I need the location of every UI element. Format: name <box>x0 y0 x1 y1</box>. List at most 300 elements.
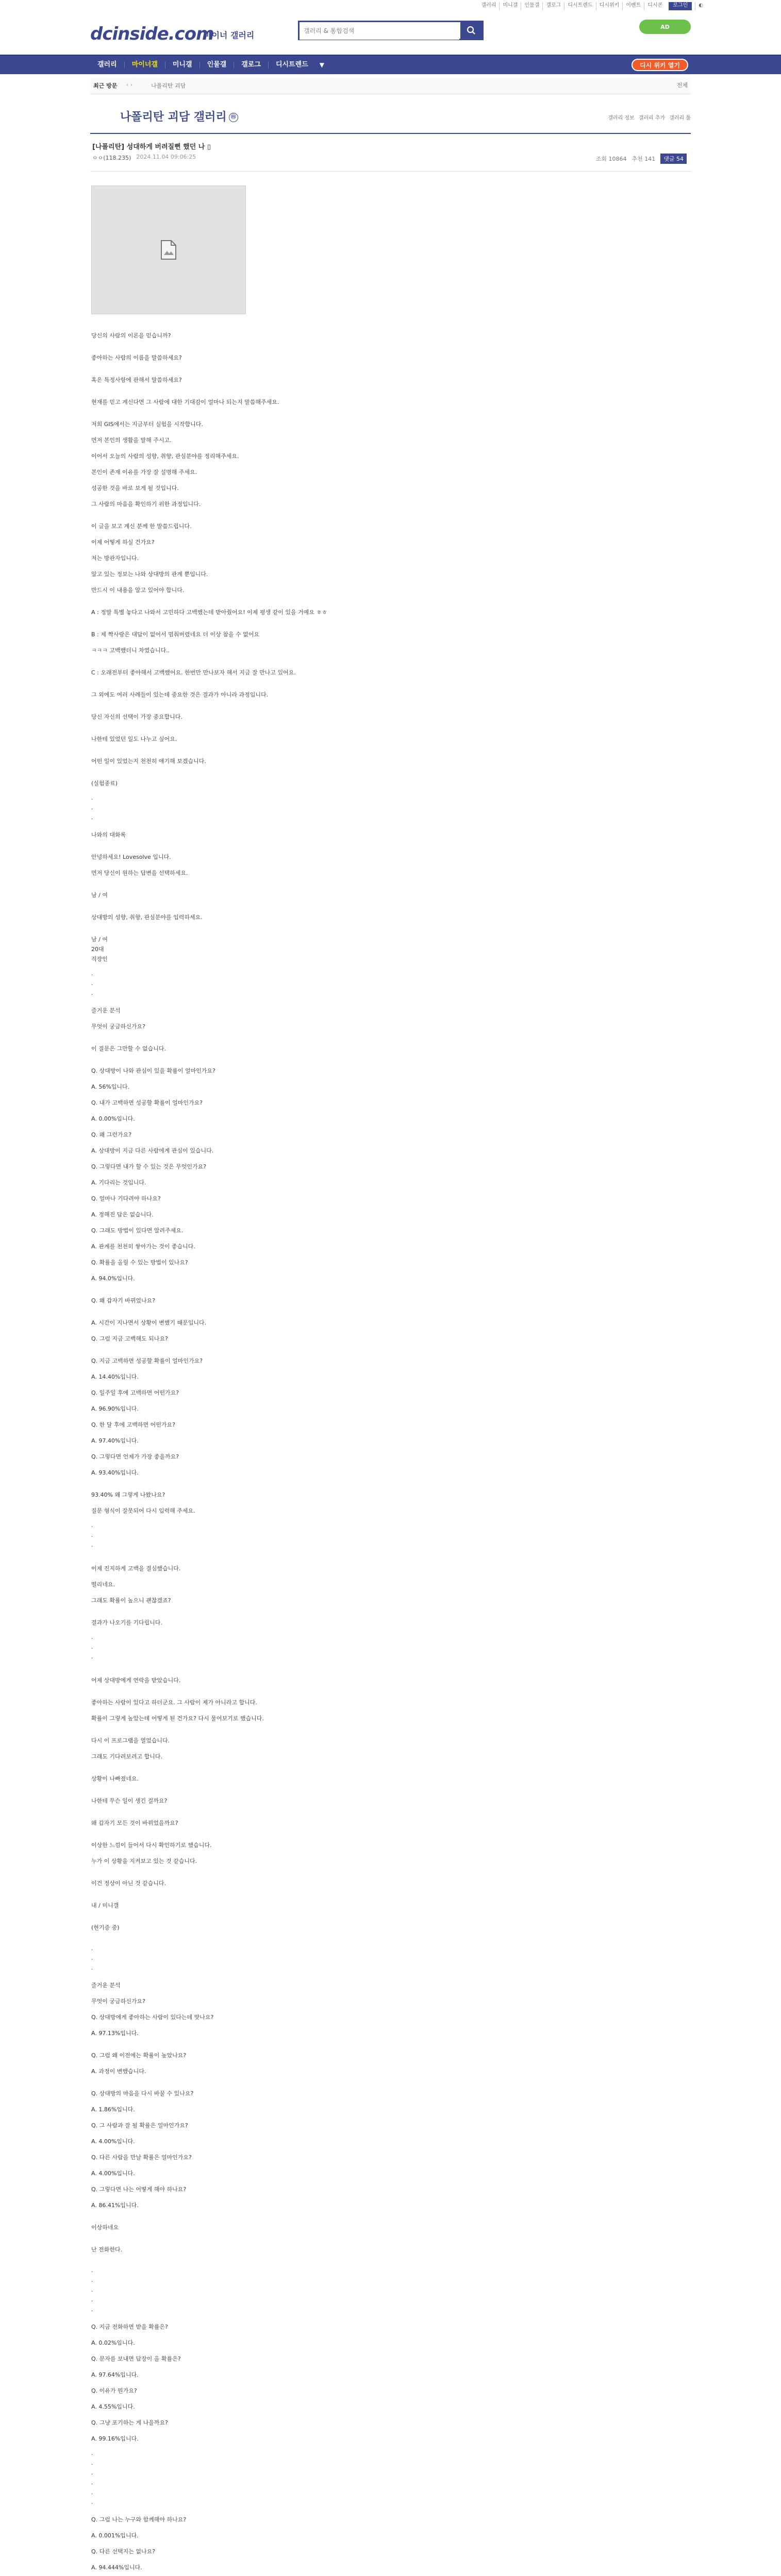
post-text-line: · <box>91 1966 93 1973</box>
post-text-line: 그래도 확률이 높으니 괜찮겠죠? <box>91 1597 171 1604</box>
post-text-line: A. 0.02%입니다. <box>91 2340 135 2346</box>
paragraph-spacer <box>91 862 658 868</box>
post-text-line: · <box>91 991 93 998</box>
post-text-line: Q. 한 달 후에 고백하면 어떤가요? <box>91 1421 175 1428</box>
post-text-line: 나와의 대화록 <box>91 832 126 838</box>
post-text-line: 당신의 사람의 이론을 믿습니까? <box>91 332 171 339</box>
post-text-line: 내 / 미니갤 <box>91 1902 119 1909</box>
paragraph-spacer <box>91 1188 658 1194</box>
post-text-line: A. 4.00%입니다. <box>91 2138 135 2145</box>
paragraph-spacer <box>91 1761 658 1774</box>
paragraph-spacer <box>91 2076 658 2089</box>
post-text-line: Q. 그 사람과 잘 될 확률은 얼마인가요? <box>91 2122 188 2129</box>
recent-visit-bar <box>90 77 691 94</box>
paragraph-spacer <box>91 1990 658 1996</box>
paragraph-spacer <box>91 2332 658 2338</box>
top-utility-nav <box>478 2 706 10</box>
paragraph-spacer <box>91 461 658 467</box>
paragraph-spacer <box>91 1414 658 1420</box>
post-text-line: · <box>91 816 93 822</box>
paragraph-spacer <box>91 1092 658 1098</box>
paragraph-spacer <box>91 2194 658 2200</box>
post-text-line: 20대 <box>91 946 104 953</box>
post-text-line: · <box>91 2268 93 2275</box>
paragraph-spacer <box>91 1054 658 1066</box>
paragraph-spacer <box>91 2038 658 2050</box>
paragraph-spacer <box>91 1031 658 1044</box>
ad-banner[interactable]: AD <box>639 20 691 34</box>
post-text-line: A. 96.90%입니다. <box>91 1405 139 1412</box>
paragraph-spacer <box>91 579 658 585</box>
post-text-line: A. 1.86%입니다. <box>91 2106 135 2113</box>
gnb-more-icon[interactable]: ▼ <box>319 61 325 69</box>
post-text-line: Q. 일주일 후에 고백하면 어떤가요? <box>91 1389 179 1396</box>
paragraph-spacer <box>91 1366 658 1372</box>
post-text-line: 이제 진지하게 고백을 결심했습니다. <box>91 1565 181 1572</box>
post-text-line: · <box>91 972 93 978</box>
post-text-line: · <box>91 2490 93 2497</box>
login-button[interactable]: 로그인 <box>669 2 692 10</box>
post-text-line: 이 글을 보고 계신 분께 한 말씀드립니다. <box>91 523 192 530</box>
paragraph-spacer <box>91 2540 658 2547</box>
post-text-line: Q. 그럼 왜 이전에는 확률이 높았나요? <box>91 2052 187 2059</box>
paragraph-spacer <box>91 1267 658 1274</box>
post-text-line: Q. 그렇다면 내가 할 수 있는 것은 무엇인가요? <box>91 1163 207 1170</box>
paragraph-spacer <box>91 2316 658 2322</box>
paragraph-spacer <box>91 1344 658 1356</box>
post-text-line: · <box>91 2500 93 2507</box>
post-text-line: A. 기다리는 것입니다. <box>91 1179 146 1186</box>
post-text-line: A. 56%입니다. <box>91 1083 130 1090</box>
post-text-line: A. 4.00%입니다. <box>91 2170 135 2177</box>
post-text-line: 난 전화한다. <box>91 2246 123 2253</box>
post-text-line: · <box>91 1645 93 1652</box>
post-text-line: Q. 그렇다면 언제가 가장 좋을까요? <box>91 1453 179 1460</box>
paragraph-spacer <box>91 2364 658 2370</box>
post-text-line: 성공한 것을 바로 보게 될 것입니다. <box>91 485 179 492</box>
post-text-line: Q. 지금 전화하면 받을 확률은? <box>91 2324 168 2330</box>
paragraph-spacer <box>91 2130 658 2137</box>
post-text-line: · <box>91 2471 93 2478</box>
post-stats <box>596 154 687 164</box>
post-text-line: 본인이 존재 이유를 가장 잘 설명해 주세요. <box>91 469 197 476</box>
post-text-line: 먼저 본인의 생활을 말해 주시고. <box>91 437 172 444</box>
paragraph-spacer <box>91 1910 658 1923</box>
paragraph-spacer <box>91 744 658 756</box>
post-text-line: 상황이 나빠졌네요. <box>91 1775 139 1782</box>
paragraph-spacer <box>91 922 658 935</box>
post-text-line: 이건 정상이 아닌 것 같습니다. <box>91 1880 166 1887</box>
paragraph-spacer <box>91 2428 658 2434</box>
post-text-line: 좋아하는 사람이 있다고 하더군요. 그 사람이 제가 아니라고 합니다. <box>91 1699 257 1706</box>
paragraph-spacer <box>91 824 658 830</box>
recent-visit-all[interactable]: 전체 <box>676 82 688 89</box>
paragraph-spacer <box>91 2444 658 2450</box>
post-text-line: · <box>91 981 93 988</box>
topnav-link[interactable]: 갤로그 <box>542 2 564 10</box>
paragraph-spacer <box>91 547 658 553</box>
post-text-line: 결과가 나오기를 기다립니다. <box>91 1619 163 1626</box>
paragraph-spacer <box>91 2178 658 2184</box>
post-text-line: Q. 확률을 올릴 수 있는 방법이 있나요? <box>91 1259 188 1266</box>
paragraph-spacer <box>91 2146 658 2153</box>
site-logo[interactable]: dcinside.com <box>90 24 214 44</box>
paragraph-spacer <box>91 2509 658 2515</box>
post-text-line: · <box>91 1533 93 1540</box>
post-text-line: A. 94.444%입니다. <box>91 2564 142 2571</box>
paragraph-spacer <box>91 1251 658 1258</box>
post-text-line: (현기증 중) <box>91 1924 120 1931</box>
search-icon <box>467 26 476 35</box>
paragraph-spacer <box>91 1478 658 1490</box>
paragraph-spacer <box>91 1551 658 1564</box>
paragraph-spacer <box>91 1500 658 1506</box>
paragraph-spacer <box>91 1828 658 1840</box>
post-comments[interactable]: 댓글 54 <box>660 154 687 164</box>
minor-gallery-icon: ⓜ <box>229 113 238 122</box>
gallery-title[interactable] <box>120 108 238 124</box>
post-text-line: Q. 그렇다면 나는 어떻게 해야 하나요? <box>91 2186 187 2193</box>
post-date: 2024.11.04 09:06:25 <box>136 154 196 160</box>
gallery-tool-link[interactable]: 갤러리 추가 <box>638 115 666 121</box>
post-text-line: 이상하네요 <box>91 2224 119 2231</box>
paragraph-spacer <box>91 722 658 734</box>
title-divider <box>90 133 691 134</box>
paragraph-spacer <box>91 2006 658 2012</box>
post-text-line: 질문 형식이 잘못되어 다시 입력해 주세요. <box>91 1507 195 1514</box>
post-text-line: Q. 그냥 포기하는 게 나을까요? <box>91 2419 168 2426</box>
paragraph-spacer <box>91 1888 658 1901</box>
post-text-line: 무엇이 궁금하신가요? <box>91 1998 145 2005</box>
topnav-link[interactable]: 디시트렌드 <box>564 2 595 10</box>
post-text-line: A. 상대방이 지금 다른 사람에게 관심이 있습니다. <box>91 1147 214 1154</box>
post-text-line: A. 시간이 지나면서 상황이 변했기 때문입니다. <box>91 1319 207 1326</box>
post-text-line: 남 / 여 <box>91 936 108 943</box>
paragraph-spacer <box>91 999 658 1006</box>
post-text-line: 직장인 <box>91 956 108 962</box>
paragraph-spacer <box>91 677 658 690</box>
gallery-tool-link[interactable]: 갤러리 정보 <box>608 115 635 121</box>
paragraph-spacer <box>91 1933 658 1945</box>
post-text-line: 저희 GIS에서는 지금부터 실험을 시작합니다. <box>91 421 203 428</box>
post-text-line: A. 14.40%입니다. <box>91 1374 139 1380</box>
post-text-line: 혹은 특정사항에 관해서 말씀하세요? <box>91 377 182 383</box>
gnb-item-gallog[interactable]: 갤로그 <box>241 61 261 69</box>
topnav-link[interactable]: 미니갤 <box>499 2 521 10</box>
paragraph-spacer <box>91 509 658 521</box>
paragraph-spacer <box>91 1172 658 1178</box>
post-text-line: 어떤 일이 있었는지 천천히 얘기해 보겠습니다. <box>91 758 206 765</box>
wiki-button[interactable]: 디시 위키 열기 <box>632 59 688 71</box>
gnb-item-minor[interactable]: 마이너갤 <box>131 61 158 69</box>
paragraph-spacer <box>91 639 658 646</box>
gnb-item-person[interactable]: 인물갤 <box>207 61 227 69</box>
topnav-link[interactable]: 디시콘 <box>644 2 666 10</box>
paragraph-spacer <box>91 1806 658 1818</box>
paragraph-spacer <box>91 2162 658 2168</box>
post-text-line: ㅋㅋㅋ 고백했더니 차였습니다.. <box>91 647 170 654</box>
post-text-line: · <box>91 1956 93 1963</box>
post-reco: 추천 141 <box>632 156 656 162</box>
paragraph-spacer <box>91 2380 658 2386</box>
post-text-line: A. 관계를 천천히 쌓아가는 것이 좋습니다. <box>91 1243 195 1250</box>
paragraph-spacer <box>91 341 658 353</box>
paragraph-spacer <box>91 1382 658 1388</box>
post-text-line: A. 94.0%입니다. <box>91 1275 135 1282</box>
paragraph-spacer <box>91 1685 658 1698</box>
paragraph-spacer <box>91 493 658 499</box>
image-icon <box>160 240 177 260</box>
search-box <box>298 21 484 40</box>
paragraph-spacer <box>91 1306 658 1318</box>
paragraph-spacer <box>91 1140 658 1146</box>
gnb-item-trend[interactable]: 디시트렌드 <box>275 61 308 69</box>
post-author[interactable]: ㅇㅇ(118.235) <box>92 155 131 161</box>
post-text-line: A. 97.40%입니다. <box>91 1437 139 1444</box>
paragraph-spacer <box>91 1015 658 1022</box>
paragraph-spacer <box>91 1156 658 1162</box>
paragraph-spacer <box>91 1108 658 1114</box>
post-text-line: 저는 방관자입니다. <box>91 555 139 562</box>
paragraph-spacer <box>91 2396 658 2402</box>
post-text-line: Q. 그럼 지금 고백해도 되나요? <box>91 1335 168 1342</box>
post-views: 조회 10864 <box>595 156 627 162</box>
paragraph-spacer <box>91 1328 658 1334</box>
post-text-line: B : 제 짝사랑은 대답이 없어서 멈춰버렸네요 더 이상 참을 수 없어요 <box>91 631 259 638</box>
post-header <box>90 135 691 172</box>
paragraph-spacer <box>91 2060 658 2066</box>
post-text-line: Q. 그래도 방법이 있다면 알려주세요. <box>91 1227 184 1234</box>
chevron-left-icon[interactable]: ‹ › <box>126 81 133 88</box>
paragraph-spacer <box>91 2022 658 2028</box>
post-text-line: · <box>91 796 93 803</box>
post-text-line: Q. 내가 고백하면 성공할 확률이 얼마인가요? <box>91 1099 203 1106</box>
paragraph-spacer <box>91 1235 658 1242</box>
broken-image-placeholder[interactable] <box>91 185 246 314</box>
post-text-line: A. 정해진 답은 없습니다. <box>91 1211 154 1218</box>
post-text-line: Q. 얼마나 기다려야 하나요? <box>91 1195 161 1202</box>
post-text-line: 즐거운 분석 <box>91 1007 121 1014</box>
post-text-line: Q. 왜 그런가요? <box>91 1131 132 1138</box>
post-text-line: Q. 다른 사람을 만날 확률은 얼마인가요? <box>91 2154 192 2161</box>
paragraph-spacer <box>91 2210 658 2223</box>
paragraph-spacer <box>91 1663 658 1675</box>
post-text-line: 반드시 이 내용을 알고 있어야 합니다. <box>91 587 185 594</box>
paragraph-spacer <box>91 563 658 569</box>
post-text-line: 당신 자신의 선택이 가장 중요합니다. <box>91 714 182 720</box>
paragraph-spacer <box>91 1589 658 1596</box>
paragraph-spacer <box>91 2232 658 2245</box>
post-text-line: 어제 상대방에게 연락을 받았습니다. <box>91 1677 181 1684</box>
post-text-line: Q. 상대방의 마음을 다시 바꿀 수 있나요? <box>91 2090 194 2097</box>
post-title <box>92 141 211 151</box>
gallery-title-area <box>90 98 691 130</box>
post-text-line: A. 93.40%입니다. <box>91 1469 139 1476</box>
paragraph-spacer <box>91 595 658 607</box>
site-header <box>0 13 781 54</box>
paragraph-spacer <box>91 900 658 912</box>
search-input[interactable] <box>300 22 459 40</box>
post-text-line: · <box>91 2298 93 2304</box>
topnav-link[interactable]: 디시위키 <box>596 2 623 10</box>
site-logo-sub[interactable]: 마이너 갤러리 <box>204 30 255 40</box>
post-text-line: 떨리네요. <box>91 1581 115 1588</box>
paragraph-spacer <box>91 964 658 970</box>
paragraph-spacer <box>91 477 658 483</box>
post-text-line: A. 97.13%입니다. <box>91 2030 139 2037</box>
post-text-line: 이 질문은 그만할 수 없습니다. <box>91 1045 166 1052</box>
topnav-link[interactable]: 이벤트 <box>622 2 644 10</box>
paragraph-spacer <box>91 655 658 668</box>
post-text-line: A. 97.64%입니다. <box>91 2371 139 2378</box>
post-text-line: 현재를 믿고 계신다면 그 사람에 대한 기대감이 얼마나 되는지 말씀해주세요. <box>91 399 279 405</box>
paragraph-spacer <box>91 1974 658 1980</box>
paragraph-spacer <box>91 1219 658 1226</box>
paragraph-spacer <box>91 1723 658 1736</box>
post-text-line: 나한테 있었던 일도 나누고 싶어요. <box>91 736 177 742</box>
paragraph-spacer <box>91 1707 658 1714</box>
paragraph-spacer <box>91 2524 658 2531</box>
post-text-line: 즐거운 분석 <box>91 1982 121 1989</box>
post-text-line: · <box>91 1946 93 1953</box>
paragraph-spacer <box>91 788 658 794</box>
paragraph-spacer <box>91 1850 658 1856</box>
gallery-tools <box>608 113 691 121</box>
paragraph-spacer <box>91 2556 658 2563</box>
post-text-line: 안녕하세요! Lovesolve 입니다. <box>91 854 171 860</box>
topnav-link[interactable]: 인물갤 <box>521 2 542 10</box>
post-text-line: 누가 이 상황을 지켜보고 있는 것 같습니다. <box>91 1858 197 1865</box>
post-text-line: A. 86.41%입니다. <box>91 2202 139 2209</box>
post-text-line: Q. 이유가 뭔가요? <box>91 2387 137 2394</box>
paragraph-spacer <box>91 1866 658 1878</box>
gallery-tool-link[interactable]: 갤러리 툴 <box>669 115 691 121</box>
post-text-line: 왜 갑자기 모든 것이 바뀌었을까요? <box>91 1820 178 1826</box>
paragraph-spacer <box>91 1283 658 1296</box>
post-text-line: · <box>91 2481 93 2487</box>
post-text-line: 좋아하는 사람의 이름을 말씀하세요? <box>91 354 182 361</box>
paragraph-spacer <box>91 700 658 712</box>
post-text-line: 먼저 당신이 원하는 답변을 선택하세요. <box>91 870 188 876</box>
post-text-line: 다시 이 프로그램을 열었습니다. <box>91 1737 170 1744</box>
paragraph-spacer <box>91 1446 658 1452</box>
paragraph-spacer <box>91 1462 658 1468</box>
topnav-link[interactable]: 갤러리 <box>481 3 496 8</box>
post-text-line: A. 99.16%입니다. <box>91 2435 139 2442</box>
post-text-line: 상대방의 성향, 취향, 관심분야를 입력하세요. <box>91 914 203 921</box>
paragraph-spacer <box>91 1605 658 1618</box>
paragraph-spacer <box>91 1573 658 1580</box>
post-text-line: · <box>91 1635 93 1642</box>
post-text-line: · <box>91 1543 93 1550</box>
paragraph-spacer <box>91 1784 658 1796</box>
post-text-line: 그 외에도 여러 사례들이 있는데 중요한 것은 결과가 아니라 과정입니다. <box>91 691 269 698</box>
post-text-line: · <box>91 2461 93 2468</box>
paragraph-spacer <box>91 445 658 451</box>
post-text-line: A. 0.001%입니다. <box>91 2532 139 2539</box>
post-author-row <box>92 154 196 162</box>
gnb-item-gallery[interactable]: 갤러리 <box>97 61 117 69</box>
post-text-line: · <box>91 1655 93 1662</box>
post-text-line: 이상한 느낌이 들어서 다시 확인하기로 했습니다. <box>91 1842 212 1849</box>
paragraph-spacer <box>91 1430 658 1436</box>
dark-mode-icon[interactable]: ◐ <box>695 2 706 10</box>
paragraph-spacer <box>91 1124 658 1130</box>
post-text-line: · <box>91 2451 93 2458</box>
paragraph-spacer <box>91 617 658 630</box>
paragraph-spacer <box>91 840 658 852</box>
paragraph-spacer <box>91 1204 658 1210</box>
post-text-line: Q. 문자를 보내면 답장이 올 확률은? <box>91 2355 181 2362</box>
post-text-line: 알고 있는 정보는 나와 상대방의 관계 뿐입니다. <box>91 571 208 578</box>
paragraph-spacer <box>91 2255 658 2267</box>
post-text-line: · <box>91 2278 93 2285</box>
global-nav <box>0 55 781 74</box>
post-text-line: A. 과정이 변했습니다. <box>91 2068 146 2075</box>
paragraph-spacer <box>91 363 658 375</box>
paragraph-spacer <box>91 1076 658 1082</box>
post-text-line: Q. 그럼 나는 누구와 함께해야 하나요? <box>91 2516 187 2523</box>
post-text-line: · <box>91 1523 93 1530</box>
recent-visit-label[interactable]: 최근 방문 <box>93 82 118 89</box>
post-text-line: 93.40% 왜 그렇게 나왔나요? <box>91 1492 165 1498</box>
paragraph-spacer <box>91 2412 658 2418</box>
gnb-item-mini[interactable]: 미니갤 <box>172 61 192 69</box>
post-body <box>91 185 658 2576</box>
paragraph-spacer <box>91 407 658 419</box>
post-text-line: · <box>91 2308 93 2314</box>
post-text-line: 그래도 기다려보려고 합니다. <box>91 1753 163 1760</box>
paragraph-spacer <box>91 1398 658 1404</box>
post-text-line: 그 사람의 마음을 확인하기 위한 과정입니다. <box>91 501 201 507</box>
post-text-line: (실험종료) <box>91 780 118 787</box>
paragraph-spacer <box>91 385 658 397</box>
paragraph-spacer <box>91 2098 658 2105</box>
paragraph-spacer <box>91 2572 658 2576</box>
paragraph-spacer <box>91 2114 658 2121</box>
gallery-title-text: 나폴리탄 괴담 갤러리 <box>120 111 227 124</box>
post-text-line: A. 0.00%입니다. <box>91 1115 135 1122</box>
post-text-line: A. 4.55%입니다. <box>91 2403 135 2410</box>
post-text-line: C : 오래전부터 좋아해서 고백했어요. 한번만 만나보자 해서 지금 잘 만나고 있어요. <box>91 669 296 676</box>
post-text-line: 이제 어떻게 하실 건가요? <box>91 539 155 546</box>
post-text-line: 나한테 무슨 일이 생긴 걸까요? <box>91 1798 168 1804</box>
post-text-line: · <box>91 806 93 812</box>
search-button[interactable] <box>460 22 482 39</box>
post-title-text: [나폴리탄] 성대하게 버려질뻔 했던 나 <box>92 143 205 151</box>
paragraph-spacer <box>91 766 658 778</box>
paragraph-spacer <box>91 1516 658 1522</box>
paragraph-spacer <box>91 1628 658 1634</box>
post-text-line: Q. 지금 고백하면 성공할 확률이 얼마인가요? <box>91 1358 203 1364</box>
post-content <box>91 331 658 2576</box>
post-text-line: Q. 다른 선택지는 없나요? <box>91 2548 156 2555</box>
paragraph-spacer <box>91 2348 658 2354</box>
post-text-line: A : 정말 특별 놓다고 나와서 고민하다 고백했는데 받아줬어요! 이제 평생 같이 있을 거예요 ㅎㅎ <box>91 609 327 616</box>
paragraph-spacer <box>91 1745 658 1752</box>
paragraph-spacer <box>91 531 658 537</box>
post-text-line: 무엇이 궁금하신가요? <box>91 1023 145 1030</box>
mobile-icon: ▯ <box>207 143 211 151</box>
post-text-line: Q. 왜 갑자기 바뀌었나요? <box>91 1297 156 1304</box>
post-text-line: Q. 상대방이 나와 관심이 있을 확률이 얼마인가요? <box>91 1067 215 1074</box>
post-text-line: 남 / 여 <box>91 892 108 899</box>
post-text-line: 확률이 그렇게 높았는데 어떻게 된 건가요? 다시 물어보기로 했습니다. <box>91 1715 264 1722</box>
post-text-line: 이어서 오늘의 사람의 성향, 취향, 관심분야를 정리해주세요. <box>91 453 239 460</box>
paragraph-spacer <box>91 878 658 890</box>
recent-visit-item[interactable]: 나폴리탄 괴담 <box>151 82 186 89</box>
post-text-line: · <box>91 2288 93 2295</box>
